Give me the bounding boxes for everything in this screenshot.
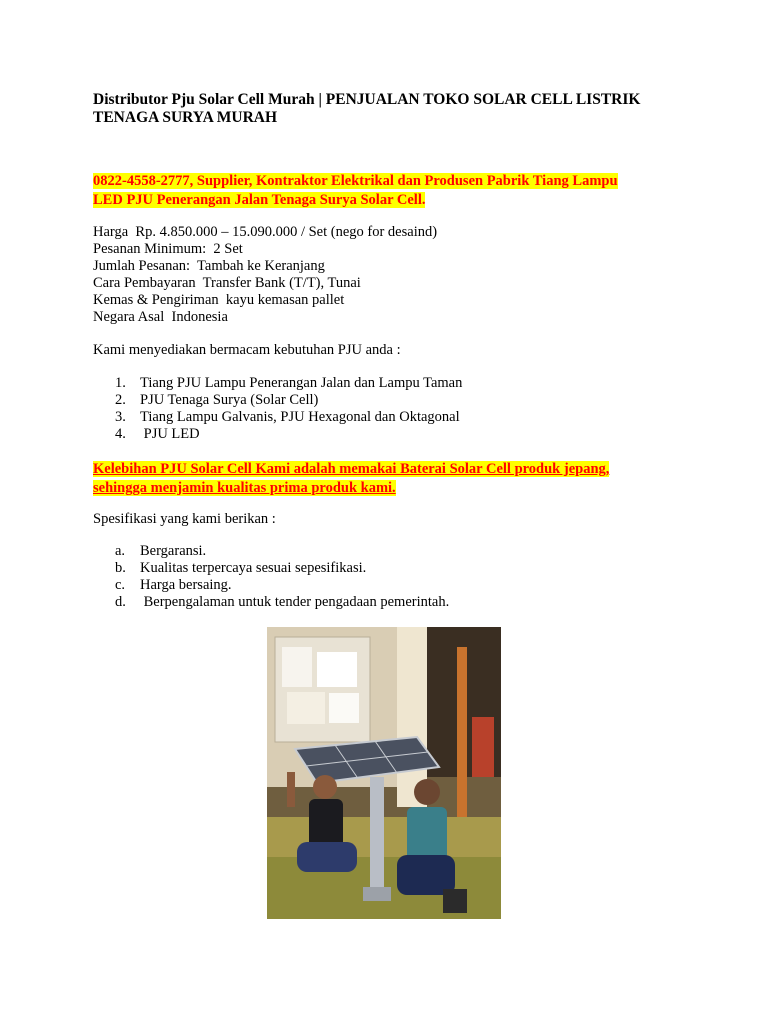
origin-line: Negara Asal Indonesia xyxy=(93,309,228,325)
product-photo xyxy=(267,627,501,919)
product-info xyxy=(93,224,437,326)
order-qty-line: Jumlah Pesanan: Tambah ke Keranjang xyxy=(93,258,325,274)
price-line: Harga Rp. 4.850.000 – 15.090.000 / Set (nego for desaind) xyxy=(93,224,438,240)
list-text: Berpengalaman untuk tender pengadaan pemerintah. xyxy=(140,594,450,610)
list-text: PJU LED xyxy=(140,426,200,442)
list-marker: 1. xyxy=(115,375,126,391)
list-text: Harga bersaing. xyxy=(140,577,232,593)
list-text: Kualitas terpercaya sesuai sepesifikasi. xyxy=(140,560,367,576)
list-text: PJU Tenaga Surya (Solar Cell) xyxy=(140,392,319,408)
list-marker: 2. xyxy=(115,392,126,408)
contact-highlight xyxy=(93,172,693,210)
list-marker: d. xyxy=(115,594,126,610)
contact-highlight-line-1: 0822-4558-2777, Supplier, Kontraktor Elektrikal dan Produsen Pabrik Tiang Lampu xyxy=(93,173,618,189)
contact-highlight-line-2: LED PJU Penerangan Jalan Tenaga Surya Solar Cell. xyxy=(93,192,426,208)
list-text: Tiang PJU Lampu Penerangan Jalan dan Lampu Taman xyxy=(140,375,463,391)
solar-pju-photo-illustration xyxy=(267,627,501,919)
list-marker: b. xyxy=(115,560,126,576)
list-text: Bergaransi. xyxy=(140,543,207,559)
list-text: Tiang Lampu Galvanis, PJU Hexagonal dan Oktagonal xyxy=(140,409,460,425)
advantage-highlight xyxy=(93,460,693,498)
list-marker: a. xyxy=(115,543,126,559)
advantage-highlight-line-2: sehingga menjamin kualitas prima produk kami. xyxy=(93,480,396,496)
payment-line: Cara Pembayaran Transfer Bank (T/T), Tunai xyxy=(93,275,361,291)
list-marker: c. xyxy=(115,577,126,593)
shipping-line: Kemas & Pengiriman kayu kemasan pallet xyxy=(93,292,345,308)
spec-intro: Spesifikasi yang kami berikan : xyxy=(93,511,276,527)
advantage-highlight-line-1: Kelebihan PJU Solar Cell Kami adalah memakai Baterai Solar Cell produk jepang, xyxy=(93,461,610,477)
min-order-line: Pesanan Minimum: 2 Set xyxy=(93,241,243,257)
list-marker: 4. xyxy=(115,426,126,442)
needs-intro: Kami menyediakan bermacam kebutuhan PJU anda : xyxy=(93,342,401,358)
page-title: Distributor Pju Solar Cell Murah | PENJUALAN TOKO SOLAR CELL LISTRIK TENAGA SURYA MURAH xyxy=(93,91,641,126)
list-marker: 3. xyxy=(115,409,126,425)
